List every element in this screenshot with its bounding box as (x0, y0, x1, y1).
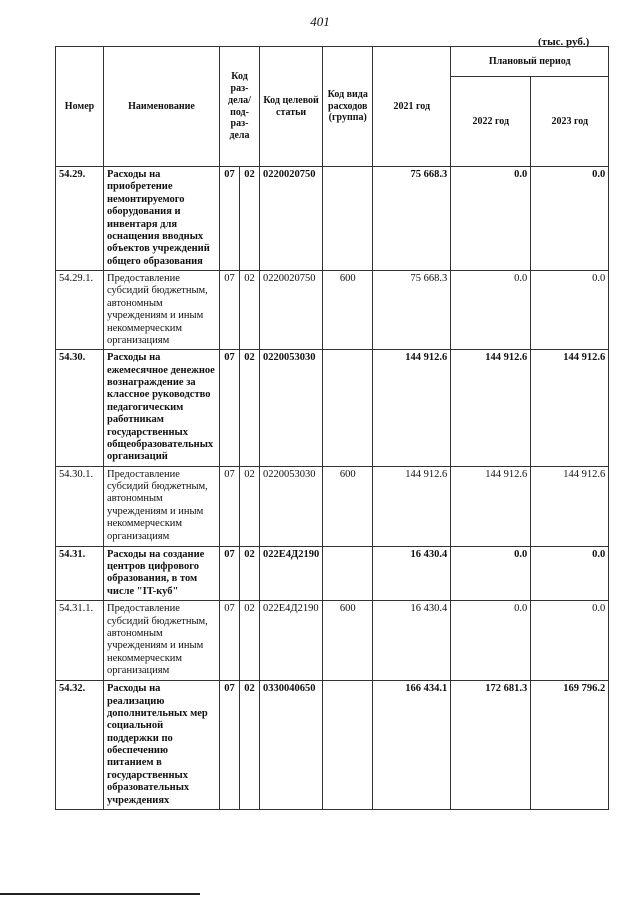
row-expense-type (323, 167, 373, 271)
row-name: Предоставление субсидий бюджетным, автономным учреждениям и иным некоммерческим организациям (104, 271, 220, 350)
row-expense-type (323, 350, 373, 466)
budget-table (55, 46, 609, 810)
header-plan-period: Плановый период (451, 47, 609, 77)
row-amount-2023: 144 912.6 (531, 466, 609, 546)
units-label: (тыс. руб.) (538, 36, 590, 48)
header-target: Код целевой статьи (260, 47, 323, 167)
row-number: 54.31. (56, 546, 104, 601)
row-subsection: 02 (240, 546, 260, 601)
row-amount-2022: 144 912.6 (451, 350, 531, 466)
row-expense-type: 600 (323, 466, 373, 546)
row-section: 07 (220, 466, 240, 546)
row-name: Предоставление субсидий бюджетным, автономным учреждениям и иным некоммерческим организациям (104, 466, 220, 546)
header-2022: 2022 год (451, 77, 531, 167)
footer-line (0, 893, 200, 895)
row-name: Расходы на ежемесячное денежное вознаграждение за классное руководство педагогическим работникам государственных общеобразовательных организаций (104, 350, 220, 466)
row-target: 022Е4Д2190 (260, 601, 323, 681)
row-target: 0330040650 (260, 681, 323, 810)
row-name: Расходы на создание центров цифрового образования, в том числе "IT-куб" (104, 546, 220, 601)
table-row (56, 601, 609, 681)
row-amount-2021: 144 912.6 (373, 466, 451, 546)
page-number: 401 (310, 14, 330, 29)
row-amount-2023: 0.0 (531, 546, 609, 601)
table-body (56, 167, 609, 810)
row-amount-2021: 144 912.6 (373, 350, 451, 466)
row-number: 54.30.1. (56, 466, 104, 546)
table-row (56, 681, 609, 810)
header-2023: 2023 год (531, 77, 609, 167)
row-amount-2022: 144 912.6 (451, 466, 531, 546)
row-name: Расходы на приобретение немонтируемого оборудования и инвентаря для оснащения вводных объектов учреждений общего образования (104, 167, 220, 271)
row-name: Расходы на реализацию дополнительных мер социальной поддержки по обеспечению питанием в государственных образовательных учреждениях (104, 681, 220, 810)
table-row (56, 546, 609, 601)
header-number: Номер (56, 47, 104, 167)
header-2021: 2021 год (373, 47, 451, 167)
row-number: 54.29. (56, 167, 104, 271)
row-section: 07 (220, 350, 240, 466)
row-expense-type (323, 546, 373, 601)
table-row (56, 466, 609, 546)
row-target: 0220053030 (260, 350, 323, 466)
row-target: 0220020750 (260, 271, 323, 350)
row-subsection: 02 (240, 350, 260, 466)
row-subsection: 02 (240, 271, 260, 350)
row-amount-2022: 172 681.3 (451, 681, 531, 810)
row-section: 07 (220, 271, 240, 350)
row-target: 0220053030 (260, 466, 323, 546)
row-amount-2021: 16 430.4 (373, 601, 451, 681)
header-expense-type: Код вида расходов (группа) (323, 47, 373, 167)
row-amount-2023: 0.0 (531, 167, 609, 271)
row-amount-2021: 166 434.1 (373, 681, 451, 810)
row-number: 54.29.1. (56, 271, 104, 350)
row-amount-2022: 0.0 (451, 167, 531, 271)
row-subsection: 02 (240, 466, 260, 546)
row-amount-2022: 0.0 (451, 601, 531, 681)
row-amount-2023: 169 796.2 (531, 681, 609, 810)
row-target: 0220020750 (260, 167, 323, 271)
row-number: 54.30. (56, 350, 104, 466)
row-amount-2021: 75 668.3 (373, 271, 451, 350)
row-expense-type: 600 (323, 601, 373, 681)
row-amount-2021: 75 668.3 (373, 167, 451, 271)
table-row (56, 350, 609, 466)
row-subsection: 02 (240, 681, 260, 810)
row-amount-2022: 0.0 (451, 546, 531, 601)
row-amount-2022: 0.0 (451, 271, 531, 350)
row-section: 07 (220, 681, 240, 810)
header-name: Наименование (104, 47, 220, 167)
row-name: Предоставление субсидий бюджетным, автономным учреждениям и иным некоммерческим организациям (104, 601, 220, 681)
row-amount-2023: 0.0 (531, 271, 609, 350)
row-section: 07 (220, 546, 240, 601)
row-amount-2023: 144 912.6 (531, 350, 609, 466)
table-row (56, 271, 609, 350)
row-number: 54.31.1. (56, 601, 104, 681)
row-number: 54.32. (56, 681, 104, 810)
row-amount-2021: 16 430.4 (373, 546, 451, 601)
row-amount-2023: 0.0 (531, 601, 609, 681)
row-target: 022Е4Д2190 (260, 546, 323, 601)
row-expense-type (323, 681, 373, 810)
row-subsection: 02 (240, 167, 260, 271)
row-subsection: 02 (240, 601, 260, 681)
table-row (56, 167, 609, 271)
row-section: 07 (220, 167, 240, 271)
header-section: Код раз-дела/ под-раз-дела (220, 47, 260, 167)
row-section: 07 (220, 601, 240, 681)
row-expense-type: 600 (323, 271, 373, 350)
